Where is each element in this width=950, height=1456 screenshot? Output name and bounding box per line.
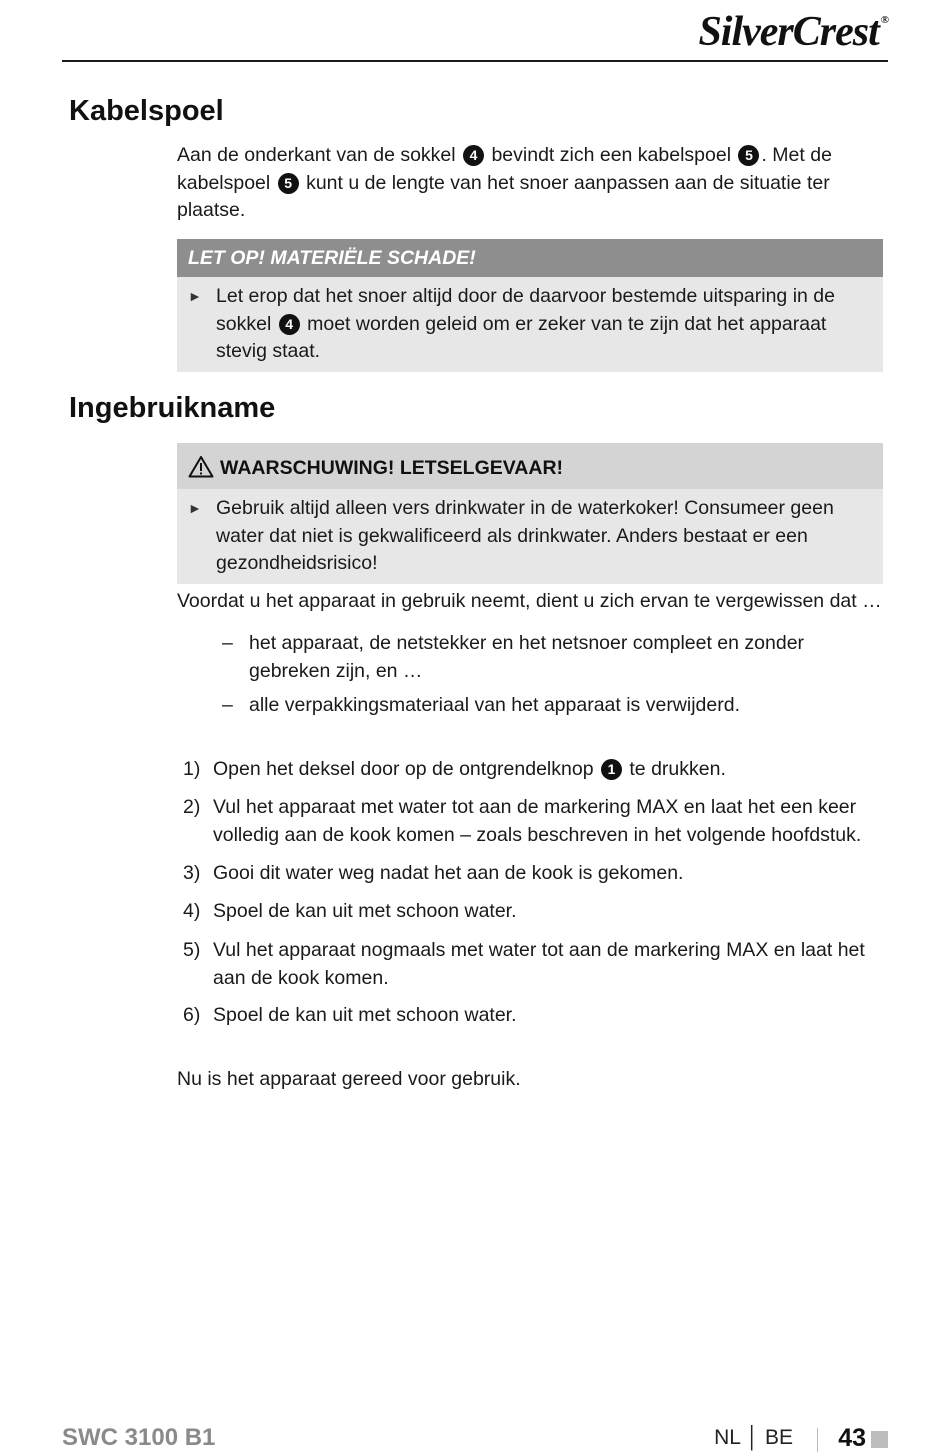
- model-number: SWC 3100 B1: [62, 1424, 216, 1451]
- caution-body: ► Let erop dat het snoer altijd door de daarvoor bestemde uitsparing in de sokkel 4 moet worden geleid om er zeker van te zijn dat het apparaat stevig staat.: [188, 285, 835, 362]
- caution-box: [177, 239, 883, 372]
- intro-text: Voordat u het apparaat in gebruik neemt, dient u zich ervan te vergewissen dat …: [177, 590, 882, 612]
- step-item: 4) Spoel de kan uit met schoon water.: [183, 900, 517, 922]
- kabelspoel-paragraph: Aan de onderkant van de sokkel 4 bevindt zich een kabelspoel 5 . Met de kabelspoel 5 kunt u de lengte van het snoer aanpassen aan de situatie ter plaatse.: [177, 144, 832, 221]
- ref-number-sokkel: 4: [463, 145, 484, 166]
- warning-body: ► Gebruik altijd alleen vers drinkwater in de waterkoker! Consumeer geen water dat niet is gekwalificeerd als drinkwater. Anders bestaat er een gezondheidsrisico!: [188, 497, 834, 574]
- section-title-ingebruikname: Ingebruikname: [69, 392, 276, 424]
- bullet-arrow-icon: ►: [188, 500, 202, 516]
- step-item: 6) Spoel de kan uit met schoon water.: [183, 1004, 517, 1026]
- section-title-kabelspoel: Kabelspoel: [69, 95, 224, 127]
- step-item: 2) Vul het apparaat met water tot aan de markering MAX en laat het een keer volledig aan de kook komen – zoals beschreven in het volgende hoofdstuk.: [183, 796, 862, 846]
- closing-text: Nu is het apparaat gereed voor gebruik.: [177, 1068, 521, 1090]
- brand-logo: SilverCrest ®: [698, 9, 888, 55]
- warning-heading: WAARSCHUWING! LETSELGEVAAR!: [177, 443, 883, 489]
- footer-separator: [817, 1428, 818, 1452]
- page-footer: [62, 1424, 888, 1456]
- ref-number-sokkel-3: 4: [279, 314, 300, 335]
- header-divider: [62, 60, 888, 62]
- caution-heading: LET OP! MATERIËLE SCHADE!: [177, 239, 883, 277]
- step-item: 3) Gooi dit water weg nadat het aan de kook is gekomen.: [183, 862, 684, 884]
- ref-number-ontgrendelknop: 1: [601, 759, 622, 780]
- step-item: 1) Open het deksel door op de ontgrendelknop 1 te drukken.: [183, 758, 726, 780]
- page-marker-square-icon: [871, 1431, 888, 1448]
- list-item: – het apparaat, de netstekker en het netsnoer compleet en zonder gebreken zijn, en …: [222, 632, 805, 682]
- page-number: 43: [838, 1424, 866, 1452]
- ref-number-kabelspoel: 5: [738, 145, 759, 166]
- warning-box: [177, 443, 883, 584]
- ref-number-kabelspoel-2: 5: [278, 173, 299, 194]
- bullet-arrow-icon: ►: [188, 288, 202, 304]
- language-code: NL │ BE: [714, 1426, 793, 1449]
- list-item: – alle verpakkingsmateriaal van het apparaat is verwijderd.: [222, 694, 741, 716]
- step-item: 5) Vul het apparaat nogmaals met water tot aan de markering MAX en laat het aan de kook komen.: [183, 939, 865, 989]
